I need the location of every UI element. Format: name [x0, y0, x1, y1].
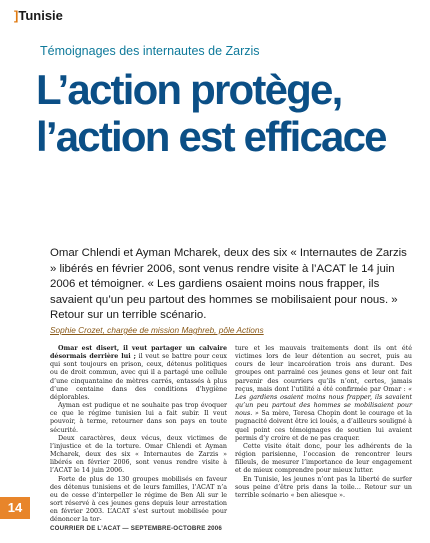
section-label: Tunisie	[18, 8, 63, 23]
body-paragraph	[50, 345, 227, 402]
article-kicker: Témoignages des internautes de Zarzis	[40, 44, 260, 58]
body-lead-in: Omar est disert, il veut partager un calvaire désormais derrière lui ;	[50, 345, 227, 361]
body-column-2	[235, 345, 412, 499]
headline-line-1: L’action protège,	[36, 66, 342, 113]
article-body	[50, 345, 412, 524]
article-lead: Omar Chlendi et Ayman Mcharek, deux des six « Internautes de Zarzis » libérés en février 2006, sont venus rendre visite à l’ACAT le 14 juin 2006 et témoigner. « Les gardiens osaient moins nous frapper, ils savaient qu’un peu partout des hommes se mobilisaient pour nous. » Retour sur un terrible scénario.	[50, 247, 407, 322]
section-header	[14, 8, 63, 23]
section-bracket: ]	[14, 8, 19, 23]
body-text: il veut se battre pour ceux qui sont toujours en prison, ceux, détenus politiques ou de droit commun, avec qui il a partagé une cellule d’une cinquantaine de mètres carrés, entassés à plus d’une centaine dans des conditions d’hygiène déplorables.	[50, 353, 227, 401]
body-column-1	[50, 345, 227, 524]
body-paragraph	[235, 345, 412, 443]
page-footer: COURRIER DE L’ACAT — SEPTEMBRE-OCTOBRE 2006	[50, 525, 223, 532]
page-number: 14	[0, 497, 30, 519]
body-text: ture et les mauvais traitements dont ils ont été victimes lors de leur détention au secret, puis au cours de leur incarcération trois ans durant. Des groupes ont parrainé ces jeunes gens et leur ont fait parvenir des courriers qu’ils n’ont, certes, jamais reçus, mais dont l’utilité a été confirmée par Omar :	[235, 345, 412, 393]
headline-line-2: l’action est efficace	[36, 113, 386, 160]
article-byline: Sophie Crozet, chargée de mission Maghreb, pôle Actions	[50, 325, 264, 335]
body-paragraph: Deux caractères, deux vécus, deux victimes de l’injustice et de la torture. Omar Chlendi et Ayman Mcharek, deux des six « Internautes de Zarzis » libérés en février 2006, sont venus rendre visite à l’ACAT le 14 juin 2006.	[50, 434, 227, 475]
body-quote: « Les gardiens osaient moins nous frapper, ils savaient qu’un peu partout des hommes se mobilisaient pour nous. »	[235, 385, 412, 418]
body-paragraph: Forte de plus de 130 groupes mobilisés en faveur des détenus tunisiens et de leurs familles, l’ACAT n’a eu de cesse d’interpeller le régime de Ben Ali sur le sort réservé à ces jeunes gens depuis leur arrestation en février 2003. L’ACAT s’est surtout mobilisée pour dénoncer la tor-	[50, 475, 227, 524]
body-paragraph: Ayman est pudique et ne souhaite pas trop évoquer ce que le régime tunisien lui a fait subir. Il veut pouvoir, à terme, retourner dans son pays en toute sécurité.	[50, 402, 227, 434]
body-text: Sa mère, Teresa Chopin dont le courage et la pugnacité doivent être ici loués, a d’ailleurs souligné à quel point ces témoignages de soutien lui avaient permis d’y croire et de ne pas craquer.	[235, 410, 412, 442]
article-headline	[36, 66, 426, 160]
body-paragraph: En Tunisie, les jeunes n’ont pas la liberté de surfer sous peine d’être pris dans la toile… Retour sur un terrible scénario « ben aliesque ».	[235, 475, 412, 499]
body-paragraph: Cette visite était donc, pour les adhérents de la région parisienne, l’occasion de rencontrer leurs filleuls, de mesurer l’importance de leur engagement et de mieux comprendre pour mieux lutter.	[235, 442, 412, 475]
